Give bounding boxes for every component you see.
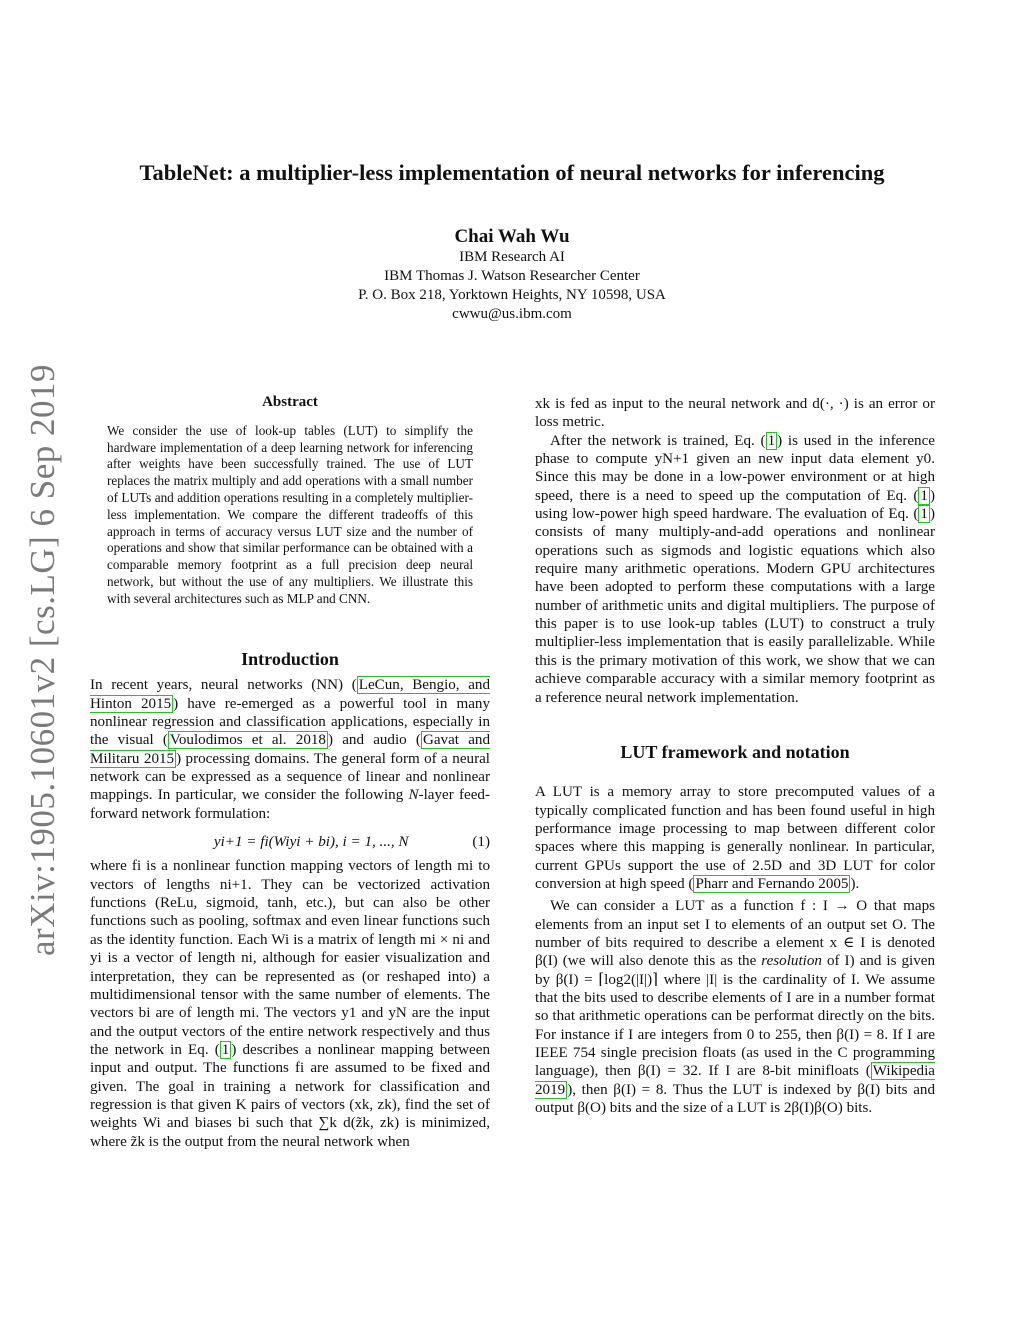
intro-paragraph-1 <box>90 676 490 823</box>
citation-gavat-2015[interactable]: Gavat and Militaru 2015 <box>90 732 490 767</box>
introduction-heading: Introduction <box>241 649 339 669</box>
author-email: cwwu@us.ibm.com <box>452 306 572 322</box>
right-column <box>535 395 935 1117</box>
right-p2-text-c: ) using low-power high speed hardware. The evaluation of Eq. ( <box>535 487 935 523</box>
intro-p1-text-c: ) and audio ( <box>327 732 421 749</box>
paper-title: TableNet: a multiplier-less implementation of neural networks for inferencing <box>139 160 885 185</box>
arxiv-identifier: arXiv:1905.10601v2 [cs.LG] 6 Sep 2019 <box>23 363 62 957</box>
lut-framework-heading: LUT framework and notation <box>620 741 850 762</box>
right-p2-text-b: ) is used in the inference phase to compute yN+1 given an new input data element y0. Since this may be done in a low-power environment or at high speed, there is a need to speed up the computation of Eq. ( <box>535 432 935 504</box>
right-p2-text-d: ) consists of many multiply-and-add operations and nonlinear operations such as sigmods and logistic equations which also require many arithmetic operations. Modern GPU architectures have been adopted to perform these computations with a large number of arithmetic units and digital multipliers. The purpose of this paper is to use look-up tables (LUT) to construct a truly multiplier-less implementation that is easily parallelizable. While this is the primary motivation of this work, we show that we can achieve comparable accuracy with a similar memory footprint as a reference neural network implementation. <box>535 506 935 706</box>
intro-p2-text-b: ) describes a nonlinear mapping between input and output. The functions fi are assumed to be fixed and given. The goal in training a network for classification and regression is that given K pairs of vectors (xk, zk), find the set of weights Wi and biases bi such that ∑k d(z̃k, zk) is minimized, where z̃k is the output from the neural network when <box>90 1041 490 1150</box>
equation-ref-1[interactable]: 1 <box>221 1041 230 1058</box>
author-block <box>0 226 1024 324</box>
equation-1-body: yi+1 = fi(Wiyi + bi), i = 1, ..., N <box>213 834 409 851</box>
author-affiliation-2: IBM Thomas J. Watson Researcher Center <box>384 268 640 284</box>
intro-p2-text-a: where fi is a nonlinear function mapping vectors of length mi to vectors of lengths ni+1. They can be vectorized activation functions (ReLu, sigmoid, tanh, etc.), but can also be other functions such as pooling, softmax and even linear functions such as the identity function. Each Wi is a matrix of length mi × ni and yi is a vector of length ni, although for easier visualization and interpretation, they can be represented as (or reshaped into) a multidimensional tensor with the same number of elements. The vectors bi are of length mi. The vectors y1 and yN are the input and the output vectors of the entire network respectively and thus the network in Eq. ( <box>90 858 490 1058</box>
right-p4-text-c: ), then β(I) = 8. Thus the LUT is indexed by β(I) bits and output β(O) bits and the size of a LUT is 2β(I)β(O) bits. <box>535 1081 935 1117</box>
right-p3-text-b: ). <box>850 875 860 892</box>
right-p2-text-a: After the network is trained, Eq. ( <box>550 432 766 449</box>
resolution-emphasis: resolution <box>761 953 822 970</box>
author-address: P. O. Box 218, Yorktown Heights, NY 10598, USA <box>358 287 666 303</box>
right-p3-text-a: A LUT is a memory array to store precomputed values of a typically complicated function and has been found useful in high performance image processing to map between different color spaces where this mapping is generally nonlinear. In particular, current GPUs support the use of 2.5D and 3D LUT for color conversion at high speed ( <box>535 784 935 892</box>
equation-1 <box>90 833 490 851</box>
right-paragraph-4 <box>535 897 935 1117</box>
author-name: Chai Wah Wu <box>454 226 570 247</box>
left-column <box>90 650 490 1151</box>
equation-ref-1a[interactable]: 1 <box>767 432 776 449</box>
citation-voulodimos-2018[interactable]: Voulodimos et al. 2018 <box>169 732 326 749</box>
abstract-section <box>107 394 473 608</box>
right-p4-text-b: of I) and is given by β(I) = ⌈log2(|I|)⌉ where |I| is the cardinality of I. We assume that the bits used to describe elements of I are in a number format so that arithmetic operations can be performat directly on the bits. For instance if I are integers from 0 to 255, then β(I) = 8. If I are IEEE 754 single precision floats (as used in the C programming language), then β(I) = 32. If I are 8-bit minifloats ( <box>535 953 936 1080</box>
arxiv-sidebar-stamp <box>18 360 68 960</box>
right-p4-text-a: We can consider a LUT as a function f : I → O that maps elements from an input set I to elements of an output set O. The number of bits required to describe a element x ∈ I is denoted β(I) (we will also denote this as the <box>535 898 935 970</box>
citation-pharr-2005[interactable]: Pharr and Fernando 2005 <box>695 875 849 892</box>
equation-1-number: (1) <box>472 834 490 851</box>
intro-p1-text-a: In recent years, neural networks (NN) ( <box>90 677 357 694</box>
intro-p1-text-e: -layer feed-forward network formulation: <box>90 787 490 822</box>
equation-ref-1b[interactable]: 1 <box>920 487 928 504</box>
right-paragraph-1: xk is fed as input to the neural network and d(·, ·) is an error or loss metric. <box>535 396 935 431</box>
intro-p1-text-d: ) processing domains. The general form of a neural network can be expressed as a sequence of linear and nonlinear mappings. In particular, we consider the following <box>90 750 490 804</box>
author-affiliation-1: IBM Research AI <box>459 249 565 265</box>
citation-wikipedia-2019[interactable]: Wikipedia 2019 <box>535 1063 935 1098</box>
citation-lecun-2015[interactable]: LeCun, Bengio, and Hinton 2015 <box>90 677 491 712</box>
right-paragraph-3 <box>535 783 935 893</box>
right-paragraph-2 <box>535 432 935 707</box>
equation-ref-1c[interactable]: 1 <box>920 506 928 523</box>
intro-paragraph-2 <box>90 857 490 1151</box>
abstract-heading: Abstract <box>262 394 318 410</box>
intro-p1-n-variable: N <box>408 787 419 804</box>
intro-p1-text-b: ) have re-emerged as a powerful tool in many nonlinear regression and classification applications, especially in the visual ( <box>90 695 490 749</box>
abstract-text: We consider the use of look-up tables (LUT) to simplify the hardware implementation of a deep learning network for inferencing after weights have been successfully trained. The use of LUT replaces the matrix multiply and add operations with a small number of LUTs and addition operations resulting in a completely multiplier-less implementation. We compare the different tradeoffs of this approach in terms of accuracy versus LUT size and the number of operations and show that similar performance can be obtained with a comparable memory footprint as a full precision deep neural network, but without the use of any multipliers. We illustrate this with several architectures such as MLP and CNN. <box>107 422 473 606</box>
